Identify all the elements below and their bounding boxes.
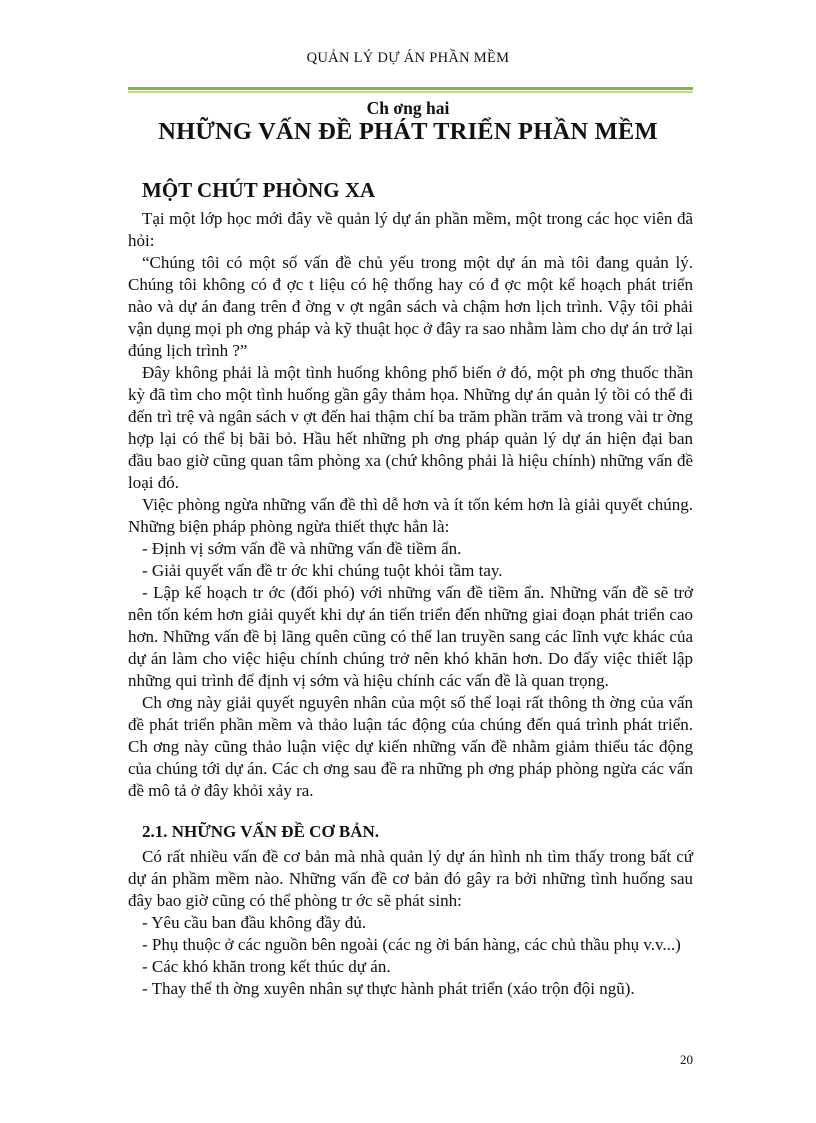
paragraph: Tại một lớp học mới đây về quản lý dự án phần mềm, một trong các học viên đã hỏi: (128, 209, 693, 250)
list-item: - Lập kế hoạch tr ớc (đối phó) với những vấn đề tiềm ẩn. Những vấn đề sẽ trở nên tốn kém hơn giải quyết khi dự án tiến triển đến những giai đoạn phát triển cao hơn. Những vấn đề bị lãng quên cũng có thể lan truyền sang các lĩnh vực khác của dự án làm cho việc hiệu chính chúng trở nên khó khăn hơn. Do đấy việc thiết lập những qui trình để định vị sớm và hiệu chính các vấn đề là quan trọng. (128, 583, 693, 690)
paragraph: Việc phòng ngừa những vấn đề thì dễ hơn và ít tốn kém hơn là giải quyết chúng. Những biện pháp phòng ngừa thiết thực hẳn là: (128, 495, 693, 536)
list-item: - Định vị sớm vấn đề và những vấn đề tiềm ẩn. (142, 539, 462, 558)
subsection-heading: 2.1. NHỮNG VẤN ĐỀ CƠ BẢN. (142, 822, 380, 841)
running-header: QUẢN LÝ DỰ ÁN PHẦN MỀM (306, 50, 510, 66)
page-number: 20 (680, 1052, 693, 1067)
list-item: - Các khó khăn trong kết thúc dự án. (142, 957, 391, 976)
header-rule (128, 87, 693, 90)
page-body (128, 176, 693, 1000)
list-item: - Thay thế th ờng xuyên nhân sự thực hành phát triển (xáo trộn đội ngũ). (142, 979, 635, 998)
paragraph: Đây không phải là một tình huống không phổ biến ở đó, một ph ơng thuốc thần kỳ đã tìm cho một tình huống gần gây thảm họa. Những dự án quản lý tồi có thể đi đến trì trệ và ngân sách v ợt đến hai thậm chí ba trăm phần trăm và trong vài tr ờng hợp lại có thể bị bãi bỏ. Hầu hết những ph ơng pháp quản lý dự án hiện đại ban đầu bao giờ cũng quan tâm phòng xa (chứ không phải là hiệu chính) những vấn đề loại đó. (128, 363, 693, 492)
list-item: - Giải quyết vấn đề tr ớc khi chúng tuột khỏi tầm tay. (142, 561, 503, 580)
chapter-label: Ch ơng hai (366, 98, 450, 118)
paragraph: Có rất nhiều vấn đề cơ bản mà nhà quản lý dự án hình nh tìm thấy trong bất cứ dự án phầm mềm nào. Những vấn đề cơ bản đó gây ra bởi những tình huống sau đây bao giờ cũng có thể phòng tr ớc sẽ phát sinh: (128, 847, 693, 910)
header-rule-shadow (128, 91, 693, 93)
quote-paragraph: “Chúng tôi có một số vấn đề chủ yếu trong một dự án mà tôi đang quản lý. Chúng tôi không có đ ợc t liệu có hệ thống hay có đ ợc một kế hoạch phát triển nào và dự án đang trên đ ờng v ợt ngân sách và chậm hơn lịch trình. Vậy tôi phải vận dụng mọi ph ơng pháp và kỹ thuật học ở đây ra sao nhằm làm cho dự án trở lại đúng lịch trình ?” (128, 253, 693, 360)
paragraph: Ch ơng này giải quyết nguyên nhân của một số thể loại rất thông th ờng của vấn đề phát triển phần mềm và thảo luận tác động của chúng đến quá trình phát triển. Ch ơng này cũng thảo luận việc dự kiến những vấn đề nhằm giảm thiểu tác động của chúng tới dự án. Các ch ơng sau đề ra những ph ơng pháp phòng ngừa các vấn đề mô tả ở đây khỏi xảy ra. (128, 693, 693, 800)
section-heading: MỘT CHÚT PHÒNG XA (142, 178, 376, 202)
list-item: - Phụ thuộc ở các nguồn bên ngoài (các ng ời bán hàng, các chủ thầu phụ v.v...) (142, 935, 681, 954)
chapter-title: NHỮNG VẤN ĐỀ PHÁT TRIỂN PHẦN MỀM (158, 118, 658, 145)
list-item: - Yêu cầu ban đầu không đầy đủ. (142, 913, 367, 932)
